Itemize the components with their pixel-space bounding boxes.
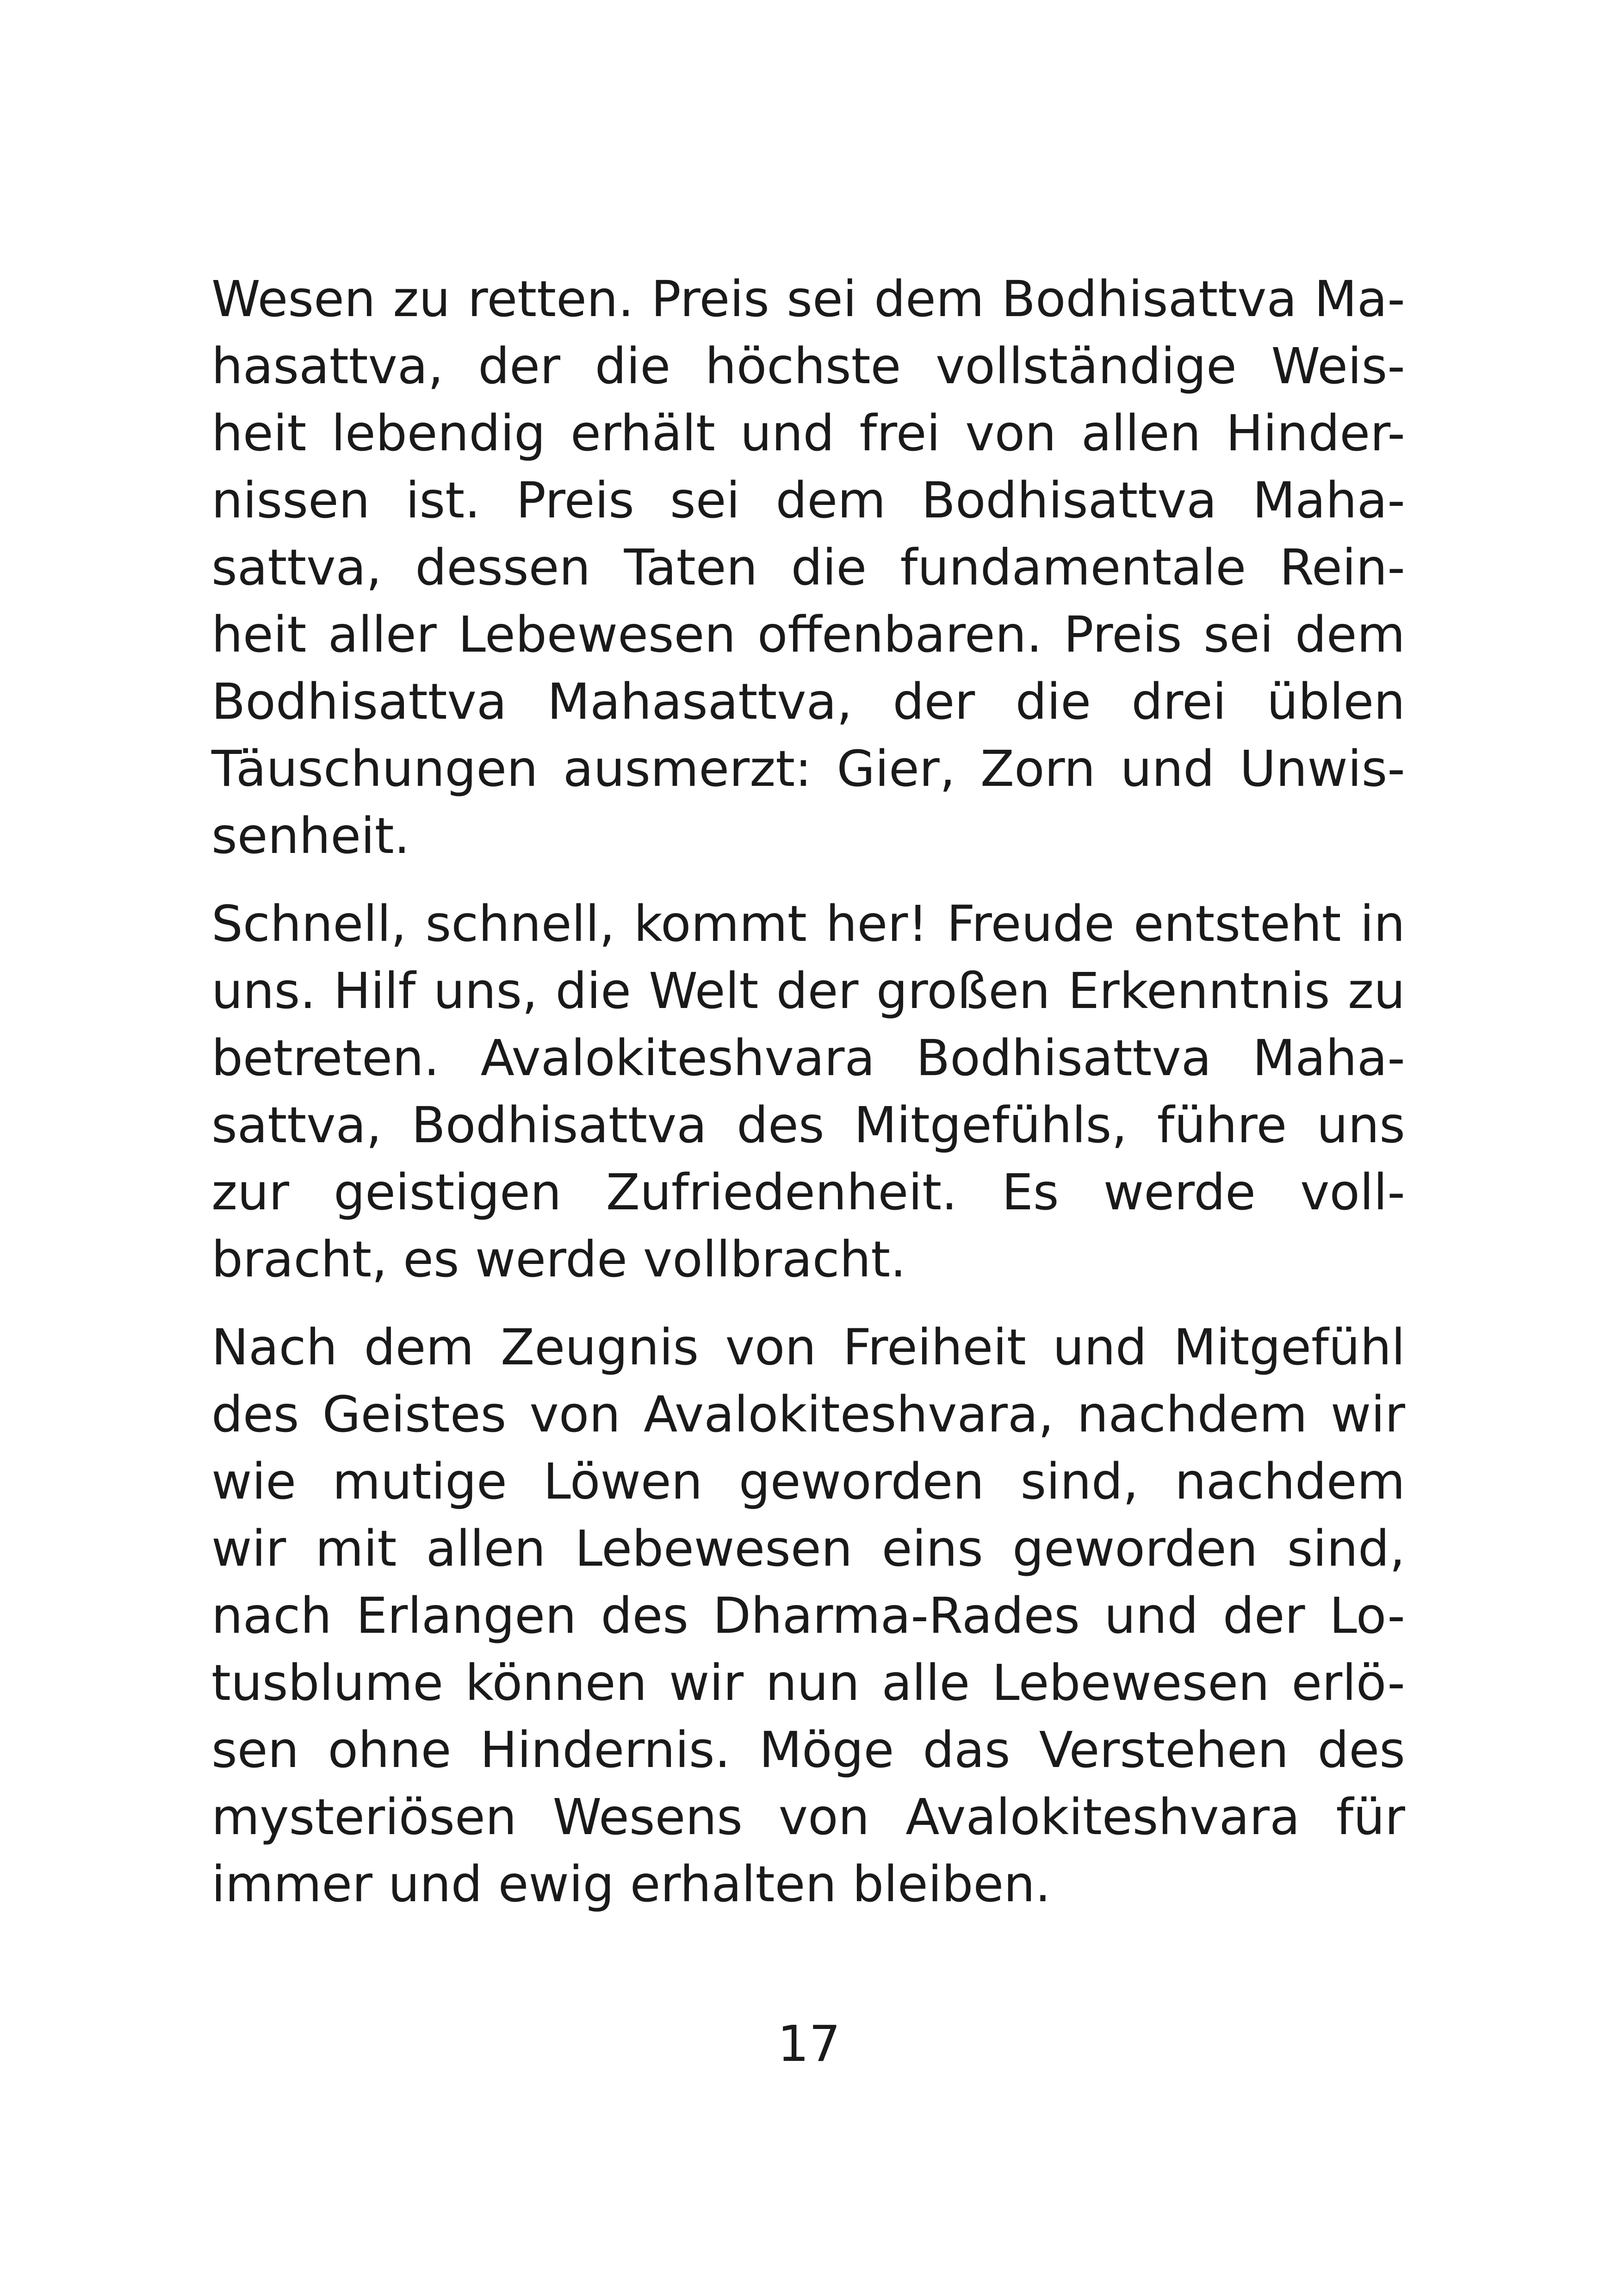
text-line: nach Erlangen des Dharma-Rades und der Lo- xyxy=(211,1587,1405,1645)
paragraph-3 xyxy=(211,1314,1405,1918)
text-line: sattva, Bodhisattva des Mitgefühls, führe uns xyxy=(211,1097,1405,1154)
paragraph-2 xyxy=(211,891,1405,1294)
text-line: zur geistigen Zufriedenheit. Es werde voll- xyxy=(211,1164,1405,1221)
text-line: mysteriösen Wesens von Avalokiteshvara für xyxy=(211,1789,1405,1846)
text-line: Wesen zu retten. Preis sei dem Bodhisattva Ma- xyxy=(211,271,1405,328)
text-line: heit aller Lebewesen offenbaren. Preis sei dem xyxy=(211,606,1405,664)
text-line: senheit. xyxy=(211,808,410,865)
text-line: wir mit allen Lebewesen eins geworden sind, xyxy=(211,1520,1405,1578)
text-line: Nach dem Zeugnis von Freiheit und Mitgefühl xyxy=(211,1319,1405,1376)
text-line: nissen ist. Preis sei dem Bodhisattva Maha- xyxy=(211,472,1405,529)
text-line: Bodhisattva Mahasattva, der die drei üblen xyxy=(211,673,1405,731)
text-line: wie mutige Löwen geworden sind, nachdem xyxy=(211,1453,1405,1511)
text-line: sattva, dessen Taten die fundamentale Rein- xyxy=(211,539,1405,597)
text-line: hasattva, der die höchste vollständige Weis- xyxy=(211,338,1405,395)
text-line: uns. Hilf uns, die Welt der großen Erkenntnis zu xyxy=(211,963,1405,1020)
text-line: betreten. Avalokiteshvara Bodhisattva Maha- xyxy=(211,1030,1405,1087)
body-text xyxy=(211,266,1405,1918)
paragraph-1 xyxy=(211,266,1405,870)
text-line: Schnell, schnell, kommt her! Freude entsteht in xyxy=(211,896,1405,953)
text-line: Täuschungen ausmerzt: Gier, Zorn und Unwis- xyxy=(211,740,1405,798)
text-line: bracht, es werde vollbracht. xyxy=(211,1231,906,1288)
page-number: 17 xyxy=(777,2016,841,2073)
text-line: tusblume können wir nun alle Lebewesen erlö- xyxy=(211,1655,1405,1712)
text-line: heit lebendig erhält und frei von allen Hinder- xyxy=(211,405,1405,462)
text-line: des Geistes von Avalokiteshvara, nachdem wir xyxy=(211,1386,1405,1444)
text-line: sen ohne Hindernis. Möge das Verstehen des xyxy=(211,1722,1405,1779)
text-line: immer und ewig erhalten bleiben. xyxy=(211,1856,1051,1913)
